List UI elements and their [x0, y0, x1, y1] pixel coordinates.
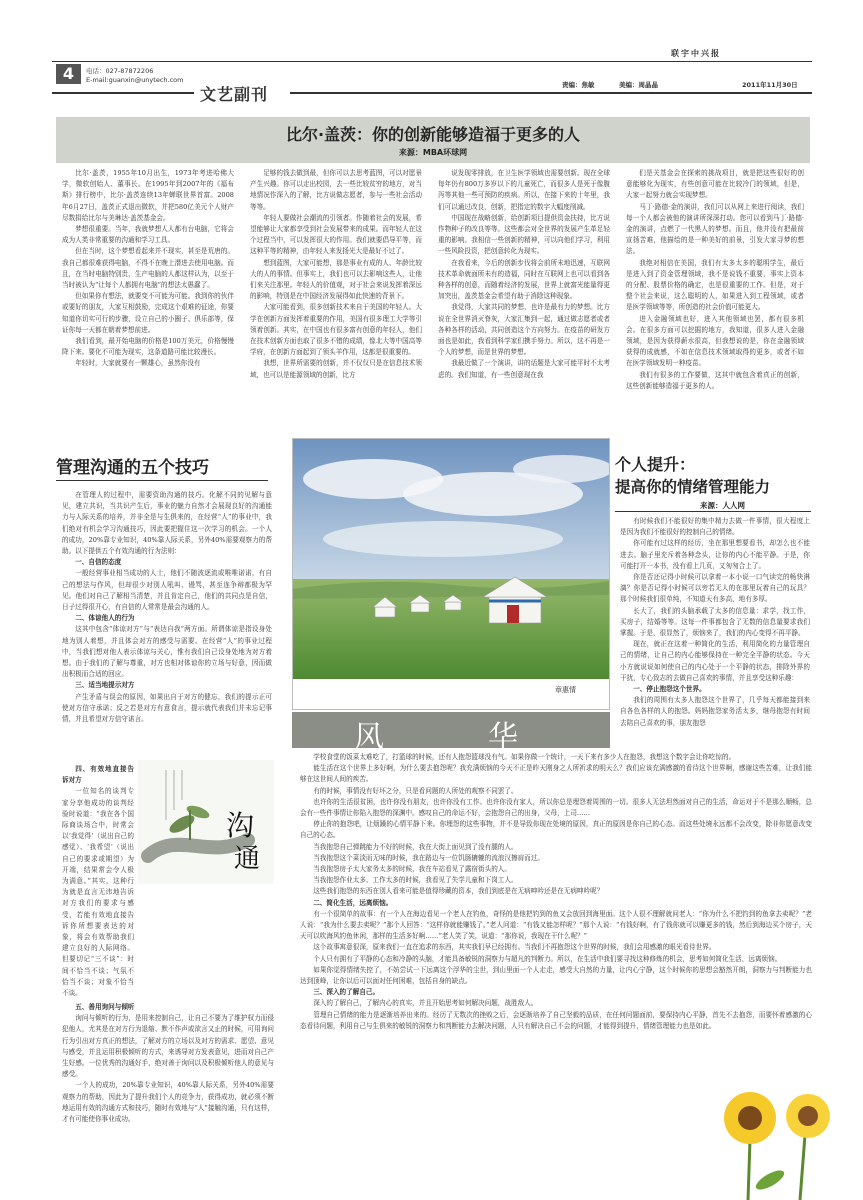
paragraph: 深入的了解自己，了解内心的真实，并且开始思考如何解决问题，战胜敌人。 — [313, 999, 538, 1008]
paragraph: 一般经营事业相当成功的人士，他们不随波逐流或唯唯诺诺，有自己的想法与作风，但却很少对别人吼叫、谩骂，甚至连争辩都极为罕见。他们对自己了解相当清楚，并且肯定自己，他们的共同点是自信，日子过得很开心，有自信的人常常是最会沟通的人。 — [62, 569, 272, 612]
paragraph: 比尔·盖茨，1955年10月出生，1973年考进哈佛大学，微软创始人、董事长。在1995年到2007年的《福布斯》排行榜中，比尔·盖茨连续13年蝉联世界首富。2008年6月27日，盖茨正式退出微软，并把580亿美元个人财产尽数捐给比尔与美琳达·盖茨基金会。 — [62, 169, 234, 222]
paragraph: 有一个很简单的故事：有一个人在海边看见一个老人在钓鱼，奇怪的是他把钓到的鱼又会放回到海里面。这个人很不理解就问老人：“你为什么不把钓到的鱼拿去卖呢？”老人说：“我为什么要去卖呢？”那个人回答：“这样你就能赚钱了。”老人问道：“有钱又能怎样呢？”那个人说：“有钱好啊，有了钱你就可以赚更多的钱，然后到海边买个房子，天天可以吹海风钓鱼休闲，那样的生活多好啊……”老人笑了笑，说道：“那你说，我现在干什么呢？” — [300, 909, 812, 941]
paragraph: 一位知名的谈判专家分享他成功的谈判经验时说道：“我在各个国际商谈场合中，时常会以‘我觉得’（说出自己的感觉）、‘我希望’（说出自己的要求或期望）为开端，结果常会令人极为满意。”其实，这种行为就是直言无讳地告诉对方我们的要求与感受，若能有效地直接告诉你所想要表达的对象，将会有效帮助我们建立良好的人际网络。但要切记“三不谈”：时间不恰当不谈；气氛不恰当不谈；对象不恰当不谈。 — [62, 787, 134, 998]
article1-source: 来源：MBA环球网 — [398, 148, 468, 157]
header-editor: 责编：焦敏 — [562, 81, 595, 89]
paragraph: 在管理人的过程中，需要资助沟通的技巧。化解不同的见解与意见，建立共识，当共识产生后，事业的魅力自然才会展现良好的沟通能力与人际关系的培养，并非全是与生俱来的，在经营“人”的事业中，我们绝对有机会学习沟通技巧，因此要把握住这一次学习的机会。一个人的成功，20%靠专业知识，40%靠人际关系，另外40%需要观察力的帮助。以下提供五个有效沟通的行为法则： — [62, 491, 272, 556]
paragraph: 中国现在战略创新，给创新项目提供资金扶持，比方说作物种子的改良等等。这些都会对全世界的发展产生革足轻重的影响。我相信一些创新的精神，可以向他们学习，利用一些风险投资，把创意转化为现实。 — [438, 213, 610, 256]
paragraph: 停止你的抱怨吧，让烦躁的心情平静下来。你埋怨的这些事物，并不是导致你现在处境的原因，真正的原因是你自己的心态。而这些处境永远都不会改变，除非你愿意改变自己的心态。 — [300, 820, 812, 840]
article2-column-bottom — [62, 1002, 274, 1162]
calligraphy-char-2: 通 — [234, 844, 261, 874]
paragraph: 一个人的成功，20%靠专业知识，40%靠人际关系，另外40%需要观察力的帮助，因此为了提升我们个人的竞争力，获得成功，就必须不断地运用有效的沟通方式和技巧，随时有效地与“人”接触沟通，只有这样，才有可能使你事业成功。 — [62, 1081, 274, 1124]
section-heading: 二、简化生活，远离烦恼。 — [313, 898, 393, 907]
paragraph: 这些我们抱怨的东西在别人看来可能是值得珍藏的资本，我们到底是在无病呻吟还是在无病呻吟呢？ — [313, 887, 604, 896]
paragraph: 询问与倾听的行为，是用来控制自己，让自己不要为了维护权力而侵犯他人，尤其是在对方行为退缩、默不作声或欲言又止的时候，可用询问行为引出对方真正的想法，了解对方的立场以及对方的需求、愿望、意见与感受，并且运用积极倾听的方式，来诱导对方发表意见，进而对自己产生好感。一位优秀的沟通好手，绝对善于询问以及积极倾听他人的意见与感受。 — [62, 1014, 274, 1079]
paragraph: 也许你的生活很贫困，也许你没有朋友，也许你没有工作。也许你没有家人，所以你总是埋怨着周围的一切。很多人无法坦然面对自己的生活，命运对于不是那么顺畅，总会有一些件事情让你陷入抱怨的深渊中。感叹自己的命运不好，会抱怨自己的出身，父母，上司…… — [300, 797, 812, 818]
header-phone: 电话：027-87872206 — [86, 67, 154, 75]
paragraph: 年轻时，大家就要有一颗雄心，虽然你没有 — [75, 359, 201, 368]
paragraph: 如果你觉得情绪失控了，不妨尝试一下远离这个浮华的尘世，到山里面一个人走走，感受大自然的力量，让内心宁静，这个时候你的思想会豁然开朗，洞察力与判断能力也达到顶峰，让你以后可以面对任何困难，包括自身的缺点。 — [300, 965, 812, 986]
paragraph: 管理自己情绪的能力是逐渐培养出来的。经历了无数次的挫败之后，会逐渐培养了自己坚毅的品质，在任何问题面前，要保持内心平静，首先不去抱怨，而要怀着感激的心态看待问题，利用自己与生俱来的敏锐的洞察力和判断能力去解决问题，人只有解决自己不会的问题，才能得到提升，情绪管理能力也是如此。 — [300, 1010, 812, 1030]
header-email: E-mail:guanxin@unytech.com — [86, 76, 184, 84]
paragraph: 我最近做了一个演讲，讲的话题是大家可能平时不太考虑的。我们知道，有一些创意现在我 — [438, 359, 610, 379]
banner-char-2: 华 — [488, 720, 518, 755]
paragraph: 你是否还记得小时候可以拿着一本小说一口气读完的畅快淋漓？你是否记得小时候可以旁若无人的在那里玩着自己的玩具？那个时候我们很单纯，不知道天有多高，地有多厚。 — [620, 573, 810, 604]
paragraph: 学校食堂的饭菜太难吃了，打篮球的时候，还有人抱怨篮球没有气。如果你做一个统计，一天下来有多少人在抱怨，我想这个数字会让你吃惊的。 — [313, 753, 736, 761]
paragraph: 梦想很重要。当年，我就梦想人人都有台电脑，它将会成为人类非常重要的沟通和学习工具。 — [62, 225, 234, 245]
paragraph: 年轻人要做社会潮流的引领者。作随着社会的发展，希望能够让大家都享受到社会发展带来的成果。而年轻人在这个过程当中，可以发挥很大的作用。我们就要倡导平等，而这种平等的精神，由年轻人来发扬光大是最好不过了。 — [250, 213, 422, 256]
article2-column-top — [62, 490, 272, 756]
paragraph: 我们的周围有太多人抱怨这个世界了，几乎每天都能接到来自各色各样的人的抱怨。妈妈抱怨家务活太多，继母抱怨有时间去陪自己喜欢的事，朋友抱怨 — [620, 696, 810, 727]
paragraph: 现在，就正在这着一种简化的生活，利用简化的力量管理自己的情绪，让自己的内心能够保持在一种完全平静的状态。今天小方就说说如何使自己的内心处于一个平静的状态，排除外界的干扰，专心致志的去做自己喜欢的事情，并且享受这种乐趣： — [620, 640, 810, 682]
article3-title-line1: 个人提升： — [615, 455, 696, 474]
paragraph: 当我抱怨作业太多、工作太多的时候，我看见了失学儿童和下岗工人。 — [313, 876, 518, 885]
paragraph: 长大了，我们的头脑承载了太多的信息量：求学，找工作，买房子，结婚等等。这每一件事都包含了无数的信息量要求我们掌握。于是，很显然了，烦恼来了，我们的内心变得不再平静。 — [620, 606, 810, 638]
paragraph: 当我抱怨自己弹跳能力不好的时候，我在大街上面见到了没有腿的人。 — [313, 842, 518, 851]
paragraph: 大家可能看到，很多创新技术来自于美国的年轻人。大学在创新方面发挥着重要的作用，美国有很多理工大学等引领着创新。其实，在中国也有很多富有创意的年轻人，他们在技术创新方面也取了很多不错的成绩，像北大等中国高等学府，在创新方面起到了领头羊作用，这都是很重要的。 — [250, 303, 422, 357]
article3-column-right — [620, 516, 810, 750]
section-rule-left — [52, 92, 194, 94]
photo-caption: 章惠情 — [555, 686, 576, 694]
paragraph: 我们有很多的工作要做，这其中就包含着真正的创新，这些创新能够造福于更多的人。 — [626, 370, 804, 390]
paragraph: 我们看到，最开始电脑的价格是100万美元，价格慢慢降下来。要化不可能为现实，这条道路可能比较漫长。 — [62, 337, 234, 357]
paragraph: 这个故事寓意很深，原来我们一直在追求的东西，其实我们早已经拥有。当我们不再抱怨这个世界的时候，我们会用感激的眼光看待世界。 — [313, 943, 716, 952]
banner-char-1: 风 — [354, 720, 384, 755]
article1-title: 比尔·盖茨：你的创新能够造福于更多的人 — [285, 125, 581, 144]
article2-title-rule — [56, 480, 268, 481]
paragraph: 个人只有拥有了平静的心态和冷静的头脑，才能具备敏锐的洞察力与超凡的判断力。所以，在生活中我们要寻找这种修炼的机会，思考如何简化生活，远离烦恼。 — [313, 954, 782, 963]
header-rule — [52, 61, 812, 62]
section-heading: 一、停止抱怨这个世界。 — [633, 685, 706, 694]
paragraph: 有时候我们不能很好的集中精力去做一件事情，很大程度上是因为我们不能很好的控制自己的情绪。 — [620, 517, 810, 537]
article3-title-rule — [615, 511, 811, 512]
calligraphy-char-1: 沟 — [226, 809, 255, 842]
paragraph: 能生活在这个世界上多好啊，为什么要去抱怨呢？我充满烦恼的今天不正是昨天刚身之人所祈求的明天么？我们应该充满感激的看待这个世界啊，感谢这些苦难，让我们能够在这世间人间的疾苦。 — [300, 764, 812, 784]
article3-title-line2: 提高你的情绪管理能力 — [615, 478, 771, 496]
paragraph: 我想，世界所需要的创新，并不仅仅只是在信息技术领域，也可以是能源领域的创新，比方 — [250, 359, 422, 379]
calligraphy-image — [138, 760, 274, 884]
header-date: 2011年11月30日 — [742, 81, 798, 89]
section-heading: 二、体谅他人的行为 — [75, 614, 135, 623]
section-heading: 五、善用询问与倾听 — [75, 1003, 135, 1011]
page-header — [0, 0, 863, 102]
section-heading: 三、深入的了解自己。 — [313, 988, 380, 997]
section-title: 文艺副刊 — [200, 85, 269, 104]
article3-source: 来源：人人网 — [700, 501, 745, 510]
paragraph: 但如果你有想法，就要变不可能为可能。我到你的伙伴或要好的朋友，大家互相鼓励，完成这个艰难的征途，你要知道你切实可行的步骤，设立自己的小圈子、俱乐部等，保证你每一天都在朝着梦想前进。 — [62, 292, 234, 334]
article2-title: 管理沟通的五个技巧 — [56, 458, 209, 478]
article1-column-1 — [62, 168, 234, 426]
paragraph: 说发现零排放，在卫生医学领域也需要创新。现在全球每年仍有800万多岁以下的儿童死亡，而很多人是死于像腹泻等其他一些可预防的疾病。所以，在接下来的十年里，我们可以通过改良，创新，把指定的数字大幅度削减。 — [438, 169, 610, 211]
section-rule-right — [290, 92, 812, 94]
section-heading: 一、自信的态度 — [75, 558, 122, 567]
paragraph: 当我抱怨这个菜淡而无味的时候，我在路边与一位饥肠辘辘的流浪汉擦肩而过。 — [313, 853, 544, 862]
paragraph: 足够的钱去做到最，但你可以去思考蓝图，可以对愿景产生兴趣。你可以走出校园，去一些比较贫穷的地方，对当地情况作深入的了解，比方说做志愿者，参与一些社会活动等等。 — [250, 169, 422, 211]
article2-column-narrow — [62, 764, 134, 1000]
sunflower-icon — [700, 1070, 840, 1200]
paragraph: 产生矛盾与误会的原因，如果出自于对方的健忘，我们的提示正可使对方信守承诺；反之若是对方有意食言，提示就代表我们并未忘记事情，并且希望对方信守诺言。 — [62, 692, 272, 724]
paragraph: 想到蓝图，大家可能想，那是事业有成的人、年龄比较大的人的事情。但事实上，我们也可以去影响这些人，让他们来关注那里。年轻人的价值观，对于社会来说发挥着深远的影响，特别是在中国经济发展得如此快速的背景下。 — [250, 258, 422, 301]
page-number-box: 4 — [56, 64, 81, 84]
sunflower-illustration — [700, 1070, 840, 1200]
paragraph: 当我抱怨房子太大家务太多的时候，我在车站看见了露宿街头的人。 — [313, 865, 511, 874]
section-heading: 四、有效地直接告诉对方 — [62, 765, 134, 785]
paragraph: 们是关基金会在探索的挑战项目，就是把这些很好的创意能够化为现实，有些创意可能在比较冷门的领域，但是，大家一起努力就会实现梦想。 — [626, 169, 804, 200]
header-layout-editor: 美编：周晶晶 — [619, 81, 658, 89]
paragraph: 但在当时，这个梦想看起来并不现实，甚至是荒唐的。我自己都很难获得电脑，不得不在晚上潜进去使用电脑。而且，在当时电脑特别贵，生产电脑的人都这样认为，以至于当时被认为“让每个人都拥有电脑”的想法太愚蠢了。 — [62, 247, 234, 290]
paragraph: 你可能有过这样的经历，坐在那里想要看书，却怎么也不能进去。脑子里充斥着各种念头，让你的内心不能平静。于是，你可能打开一本书，没有看上几页，又匆匆合上了。 — [620, 539, 810, 570]
paragraph: 马丁·路德·金的演讲，我们可以从网上来进行阅读，我们每一个人都会被他的演讲所深深打动。您可以看到马丁·路德·金的演讲，点燃了一代黑人的梦想。而且，他并没有把最前宣扬苦难，他描绘的是一种美好的前景，引发大家寻梦的想法。 — [626, 202, 804, 256]
banner — [292, 712, 610, 755]
section-heading: 三、适当地提示对方 — [75, 681, 135, 690]
article1-column-2 — [250, 168, 422, 426]
article1-column-3 — [438, 168, 610, 426]
paper-name: 联宇中兴报 — [671, 49, 721, 58]
paragraph: 这其中包含“体谅对方”与“表达自我”两方面。所谓体谅是指设身处地为别人着想，并且体会对方的感受与需要。在经营“人”的事业过程中，当我们想对他人表示体谅与关心，惟有我们自己设身处地为对方着想。由于我们的了解与尊重，对方也相对体谅你的立场与好意，因而做出积极而合适的回应。 — [62, 625, 272, 679]
paragraph: 进入金融领域也好，进入其他领域也罢，都有很多机会。在很多方面可以挖掘的地方，我知道，很多人进入金融领域，是因为获得薪水很高，但我想说的是，你在金融领域获得的成就感，不如在信息技术领域取得的更多，或者不如在医学领域发明一种疫苗。 — [626, 314, 804, 368]
paragraph: 我绝对相信在美国，我们有太多太多的聪明学生，最后是进入到了资金管理领域，我不是说钱不重要，事实上资本的分配、股票价格的确定，也是很重要的工作。但是，对于整个社会来说，这么聪明的人，如果进入到工程领域，或者是医学领域等等，所创造的社会价值可能更大。 — [626, 258, 804, 312]
article1-column-4 — [626, 168, 804, 426]
paragraph: 在我看来，今后的创新步伐将会前所未地迅速，互联网技术革命就面所未有的造福，同时在互联网上也可以看到各种各样的创意，而随着经济的发展，世界上就富光能量得更加突出，盖茨基金会希望有助于消除这种现象。 — [438, 258, 610, 301]
photo-frame — [292, 438, 610, 710]
paragraph: 我觉得，大家共同的梦想，也许是最有力的梦想。比方说在全世界消灭脊灰，大家汇集到一起，通过做志愿者或者各种各样的活动，共同创造这个方向努力。在疫苗的研发方面也是如此，我看到科学家们携手努力。所以，这不再是一个人的梦想，而是世界的梦想。 — [438, 303, 610, 357]
paragraph: 有的时候，事情没有好坏之分，只是看问题的人所处的观察不同罢了。 — [313, 786, 518, 795]
grassland-yurt-photo — [293, 439, 609, 679]
